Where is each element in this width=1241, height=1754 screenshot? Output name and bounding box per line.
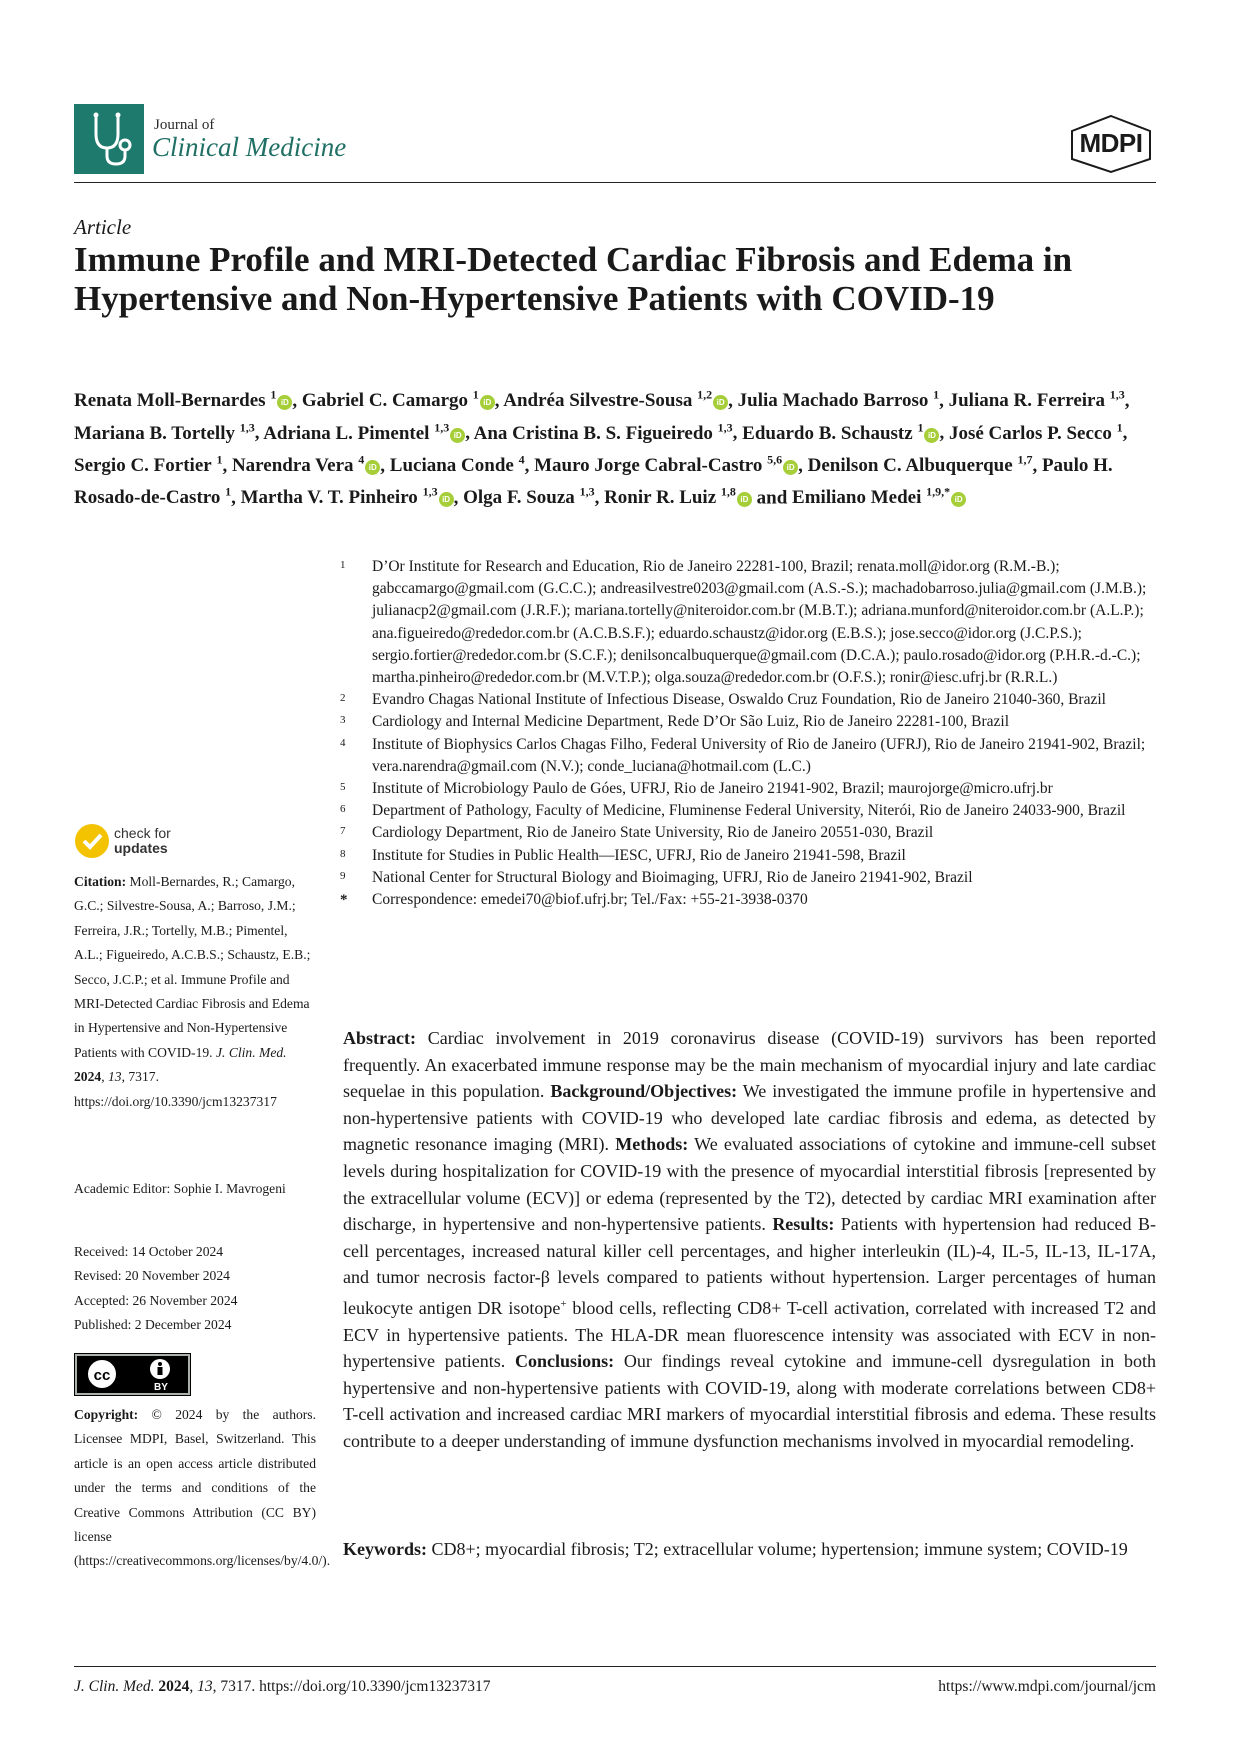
author-name: Juliana R. Ferreira	[948, 390, 1105, 412]
author	[231, 452, 380, 476]
abstract-results-sup: +	[560, 1297, 567, 1310]
author-affiliation-number: 1,3	[717, 420, 733, 435]
cc-by-label: BY	[154, 1382, 168, 1393]
citation-body: Moll-Bernardes, R.; Camargo, G.C.; Silvestre-Sousa, A.; Barroso, J.M.; Ferreira, J.R.; Tortelly, M.B.; Pimentel, A.L.; Figueiredo, A.C.B.S.; Schaustz, E.B.; Secco, J.C.P.; et al. Immune Profile and MRI-Detected Cardiac Fibrosis and Edema in Hypertensive and Non-Hypertensive Patients with COVID-19.	[74, 874, 311, 1060]
orcid-icon[interactable]: iD	[924, 428, 939, 443]
affiliation-item	[340, 778, 1170, 800]
author-name: Ana Cristina B. S. Figueiredo	[473, 422, 713, 444]
author-list: Renata Moll-Bernardes $^1$iD , Gabriel C. Camargo $^1$iD , Andréa Silvestre-Sousa $^{1,2}$iD , Julia Machado Barroso $^1$, Juliana R. Ferreira $^{1,3}$, Mariana B. Tortelly $^{1,3}$, Adriana L. Pimentel $^{1,3}$iD , Ana Cristina B. S. Figueiredo $^{1,3}$, Eduardo B. Schaustz $^1$iD , José Carlos P. Secco $^1$, Sergio C. Fortier $^1$, Narendra Vera $^4$iD , Luciana Conde $^4$, Mauro Jorge Cabral-Castro $^{5,6}$iD , Denilson C. Albuquerque $^{1,7}$, Paulo H. Rosado-de-Castro $^1$, Martha V. T. Pinheiro $^{1,3}$iD , Olga F. Souza $^{1,3}$, Ronir R. Luiz $^{1,8}$iD and Emiliano Medei $^{1,9,*}$iD	[74, 388, 1130, 509]
publication-dates	[74, 1240, 316, 1338]
updates-label: updates	[114, 840, 168, 856]
check-for-updates-icon[interactable]	[74, 823, 110, 859]
author-affiliation-number: 1	[917, 420, 924, 435]
author-name: Sergio C. Fortier	[74, 454, 212, 476]
affiliation-number: 2	[340, 692, 346, 705]
orcid-icon[interactable]: iD	[439, 492, 454, 507]
journal-logo	[74, 104, 144, 174]
affiliation-number: 1	[340, 559, 346, 571]
author	[263, 420, 465, 444]
author-affiliation-number: 1,9,*	[926, 484, 951, 499]
author	[74, 390, 292, 411]
affiliation-number: 7	[340, 825, 346, 838]
author	[807, 452, 1033, 476]
author-name: Andréa Silvestre-Sousa	[503, 390, 693, 412]
author-name: Paulo H. Rosado-de-Castro	[74, 454, 1113, 509]
orcid-icon[interactable]: iD	[450, 428, 465, 443]
citation-doi[interactable]: , 7317. https://doi.org/10.3390/jcm13237317	[74, 1069, 277, 1109]
footer-year: 2024	[158, 1678, 190, 1695]
footer-journal: J. Clin. Med.	[74, 1678, 155, 1695]
article-type: Article	[74, 215, 132, 239]
author-affiliation-number: 1	[270, 388, 277, 402]
abstract-methods: We evaluated associations of cytokine and immune-cell subset levels during hospitalization for COVID-19 with the presence of myocardial interstitial fibrosis [represented by the extracellular volume (ECV)] or edema (represented by the T2), detected by cardiac MRI examination after discharge, in hypertensive and non-hypertensive patients.	[343, 1134, 1156, 1235]
affiliation-item	[340, 800, 1170, 822]
author	[302, 390, 495, 411]
affiliation-text: Department of Pathology, Faculty of Medicine, Fluminense Federal University, Niterói, Rio de Janeiro 24033-900, Brazil	[372, 802, 1126, 820]
copyright-label: Copyright:	[74, 1407, 139, 1422]
author	[738, 390, 939, 411]
author	[74, 420, 255, 444]
author-name: Martha V. T. Pinheiro	[240, 487, 418, 509]
author	[389, 452, 525, 476]
author-and: and	[756, 487, 788, 509]
author-name: Denilson C. Albuquerque	[807, 454, 1013, 476]
keywords	[343, 1536, 1156, 1563]
author-name: Luciana Conde	[389, 454, 514, 476]
affiliation-number: 9	[340, 869, 346, 882]
author-name: Renata Moll-Bernardes	[74, 390, 266, 412]
abstract-label: Abstract:	[343, 1028, 416, 1048]
author-affiliation-number: 1,3	[1109, 388, 1125, 402]
copyright-block	[74, 1403, 331, 1574]
results-label: Results:	[772, 1214, 835, 1235]
author	[74, 452, 223, 476]
author	[240, 484, 454, 509]
author-affiliation-number: 1,2	[697, 388, 713, 402]
orcid-icon[interactable]: iD	[480, 395, 495, 410]
journal-of-label: Journal of	[154, 117, 215, 133]
author	[948, 420, 1123, 444]
author-affiliation-number: 1	[933, 388, 940, 402]
affiliation-item	[340, 867, 1170, 889]
affiliation-item	[340, 711, 1170, 733]
author-affiliation-number: 4	[518, 452, 525, 467]
affiliation-number: 4	[340, 736, 346, 749]
orcid-icon[interactable]: iD	[365, 460, 380, 475]
methods-label: Methods:	[615, 1134, 689, 1155]
orcid-icon[interactable]: iD	[783, 460, 798, 475]
article-title: Immune Profile and MRI-Detected Cardiac Fibrosis and Edema in Hypertensive and Non-Hypertensive Patients with COVID-19	[74, 240, 1073, 318]
author-name: Adriana L. Pimentel	[263, 422, 430, 444]
check-for-updates-link[interactable]	[114, 826, 171, 856]
affiliation-text: Institute of Microbiology Paulo de Góes, UFRJ, Rio de Janeiro 21941-902, Brazil; maurojorge@micro.ufrj.br	[372, 780, 1053, 798]
affiliation-item	[340, 734, 1170, 778]
orcid-icon[interactable]: iD	[951, 492, 966, 507]
footer-doi[interactable]: , 7317. https://doi.org/10.3390/jcm13237317	[212, 1678, 491, 1695]
author-name: Ronir R. Luiz	[604, 487, 717, 509]
author-name: Olga F. Souza	[463, 487, 575, 509]
affiliation-text: Correspondence: emedei70@biof.ufrj.br; Tel./Fax: +55-21-3938-0370	[372, 891, 808, 909]
author-name: Eduardo B. Schaustz	[742, 422, 913, 444]
affiliation-number: 5	[340, 781, 346, 794]
mdpi-label: MDPI	[1079, 128, 1143, 158]
mdpi-logo[interactable]	[1068, 114, 1154, 174]
author-affiliation-number: 1,3	[579, 484, 595, 499]
author	[792, 484, 966, 509]
author-affiliation-number: 1	[225, 484, 232, 499]
affiliation-item	[340, 556, 1170, 689]
affiliation-item	[340, 845, 1170, 867]
copyright-body: © 2024 by the authors. Licensee MDPI, Basel, Switzerland. This article is an open access article distributed under the terms and conditions of the Creative Commons Attribution (CC BY) license (https://creativecommons.org/licenses/by/4.0/).	[74, 1407, 331, 1569]
orcid-icon[interactable]: iD	[277, 395, 292, 410]
author	[473, 420, 733, 444]
abstract-conclusions: Our findings reveal cytokine and immune-cell dysregulation in both hypertensive and non-hypertensive patients with COVID-19, along with moderate correlations between CD8+ T-cell activation and increased cardiac MRI markers of myocardial interstitial fibrosis and edema. These results contribute to a deeper understanding of immune dysfunction mechanisms involved in myocardial remodeling.	[343, 1351, 1157, 1451]
affiliation-number: *	[340, 892, 348, 909]
author-affiliation-number: 4	[358, 452, 365, 467]
author	[742, 420, 939, 444]
footer-citation: J. Clin. Med. 2024, 13, 7317. https://doi.org/10.3390/jcm13237317	[74, 1678, 491, 1695]
author-affiliation-number: 1	[1116, 420, 1123, 435]
affiliation-item	[340, 889, 1170, 911]
author-affiliation-number: 1	[216, 452, 223, 467]
affiliation-text: National Center for Structural Biology and Bioimaging, UFRJ, Rio de Janeiro 21941-902, Brazil	[372, 868, 973, 886]
date-item: Published: 2 December 2024	[74, 1317, 232, 1333]
author-affiliation-number: 5,6	[767, 452, 783, 467]
author-affiliation-number: 1,7	[1017, 452, 1033, 467]
abstract-intro: Cardiac involvement in 2019 coronavirus disease (COVID-19) survivors has been reported frequently. An exacerbated immune response may be the main mechanism of myocardial injury and late cardiac sequelae in this population.	[343, 1028, 1156, 1102]
affiliation-number: 6	[340, 803, 346, 816]
abstract-results-a: Patients with hypertension had reduced B-cell percentages, increased natural killer cell percentages, and higher interleukin (IL)-4, IL-5, IL-13, IL-17A, and tumor necrosis factor-β levels compared to patients without hypertension. Larger percentages of human leukocyte antigen DR isotope	[343, 1214, 1157, 1318]
footer-journal-url[interactable]: https://www.mdpi.com/journal/jcm	[938, 1678, 1156, 1695]
keywords-list: CD8+; myocardial fibrosis; T2; extracellular volume; hypertension; immune system; COVID-19	[431, 1539, 1128, 1559]
affiliation-item	[340, 689, 1170, 711]
affiliation-text: Evandro Chagas National Institute of Infectious Disease, Oswaldo Cruz Foundation, Rio de Janeiro 21040-360, Brazil	[372, 691, 1106, 709]
stethoscope-icon	[74, 104, 144, 174]
journal-name: Clinical Medicine	[152, 132, 347, 162]
author-affiliation-number: 1,3	[239, 420, 255, 435]
author	[534, 452, 798, 476]
author-name: Julia Machado Barroso	[737, 390, 929, 412]
affiliation-number: 3	[340, 714, 346, 727]
author	[949, 390, 1125, 411]
affiliation-text: Institute for Studies in Public Health—IESC, UFRJ, Rio de Janeiro 21941-598, Brazil	[372, 846, 906, 864]
keywords-label: Keywords:	[343, 1539, 427, 1559]
author-name: Narendra Vera	[231, 454, 354, 476]
author-name: José Carlos P. Secco	[948, 422, 1112, 444]
author-name: Gabriel C. Camargo	[301, 390, 469, 412]
abstract-background: We investigated the immune profile in hypertensive and non-hypertensive patients with COVID-19 who developed late cardiac fibrosis and edema, as detected by magnetic resonance imaging (MRI).	[343, 1081, 1156, 1155]
svg-text:cc: cc	[93, 1367, 111, 1384]
footer-volume: 13	[197, 1678, 213, 1695]
background-label: Background/Objectives:	[550, 1081, 738, 1102]
citation-label: Citation:	[74, 874, 127, 889]
date-item: Accepted: 26 November 2024	[74, 1292, 238, 1308]
abstract-results-b: blood cells, reflecting CD8+ T-cell activation, correlated with increased T2 and ECV in hypertensive patients. The HLA-DR mean fluorescence intensity was associated with ECV in non-hypertensive patients.	[343, 1297, 1156, 1372]
affiliation-text: Cardiology and Internal Medicine Department, Rede D’Or São Luiz, Rio de Janeiro 22281-100, Brazil	[372, 713, 1010, 731]
affiliation-list	[340, 556, 1170, 911]
orcid-icon[interactable]: iD	[737, 492, 752, 507]
affiliation-number: 8	[340, 847, 346, 860]
cc-by-license-badge[interactable]	[74, 1353, 191, 1396]
date-item: Received: 14 October 2024	[74, 1244, 224, 1259]
check-for-label: check for	[114, 825, 171, 841]
author-name: Emiliano Medei	[792, 487, 922, 509]
conclusions-label: Conclusions:	[515, 1351, 615, 1372]
author	[503, 390, 728, 411]
author-affiliation-number: 1,3	[422, 484, 438, 499]
affiliation-text: Institute of Biophysics Carlos Chagas Filho, Federal University of Rio de Janeiro (UFRJ), Rio de Janeiro 21941-902, Brazil; vera.narendra@gmail.com (N.V.); conde_luciana@hotmail.com (L.C.)	[372, 735, 1146, 775]
author-name: Mariana B. Tortelly	[74, 422, 235, 444]
citation-block: Citation: Moll-Bernardes, R.; Camargo, G.C.; Silvestre-Sousa, A.; Barroso, J.M.; Ferreira, J.R.; Tortelly, M.B.; Pimentel, A.L.; Figueiredo, A.C.B.S.; Schaustz, E.B.; Secco, J.C.P.; et al. Immune Profile and MRI-Detected Cardiac Fibrosis and Edema in Hypertensive and Non-Hypertensive Patients with COVID-19. J. Clin. Med. 2024, 13, 7317. https://doi.org/10.3390/jcm13237317	[74, 874, 311, 1109]
academic-editor: Academic Editor: Sophie I. Mavrogeni	[74, 1181, 286, 1196]
orcid-icon[interactable]: iD	[713, 395, 728, 410]
author-affiliation-number: 1,3	[434, 420, 450, 435]
author	[604, 484, 752, 509]
citation-journal: J. Clin. Med.	[215, 1044, 287, 1060]
author-affiliation-number: 1,8	[720, 484, 736, 499]
author-affiliation-number: 1	[472, 388, 479, 402]
footer-divider	[74, 1666, 1156, 1667]
header-divider	[74, 182, 1156, 183]
date-item: Revised: 20 November 2024	[74, 1268, 230, 1284]
citation-year: 2024	[74, 1069, 102, 1085]
author-name: Mauro Jorge Cabral-Castro	[534, 454, 763, 476]
affiliation-item	[340, 822, 1170, 844]
citation-volume: 13	[107, 1069, 122, 1085]
author	[463, 484, 595, 509]
affiliation-text: Cardiology Department, Rio de Janeiro State University, Rio de Janeiro 20551-030, Brazil	[372, 824, 934, 842]
abstract	[343, 1025, 1156, 1455]
affiliation-text: D’Or Institute for Research and Education, Rio de Janeiro 22281-100, Brazil; renata.moll@idor.org (R.M.-B.); gabccamargo@gmail.com (G.C.C.); andreasilvestre0203@gmail.com (A.S.-S.); machadobarroso.julia@gmail.com (J.M.B.); julianacp2@gmail.com (J.R.F.); mariana.tortelly@niteroidor.com.br (M.B.T.); adriana.munford@niteroidor.com.br (A.L.P.); ana.figueiredo@rededor.com.br (A.C.B.S.F.); eduardo.schaustz@idor.org (E.B.S.); jose.secco@idor.org (J.C.P.S.); sergio.fortier@rededor.com.br (S.C.F.); denilsoncalbuquerque@gmail.com (D.C.A.); paulo.rosado@idor.org (P.H.R.-d.-C.); martha.pinheiro@rededor.com.br (M.V.T.P.); olga.souza@rededor.com.br (O.F.S.); ronir@iesc.ufrj.br (R.R.L.)	[372, 558, 1147, 687]
